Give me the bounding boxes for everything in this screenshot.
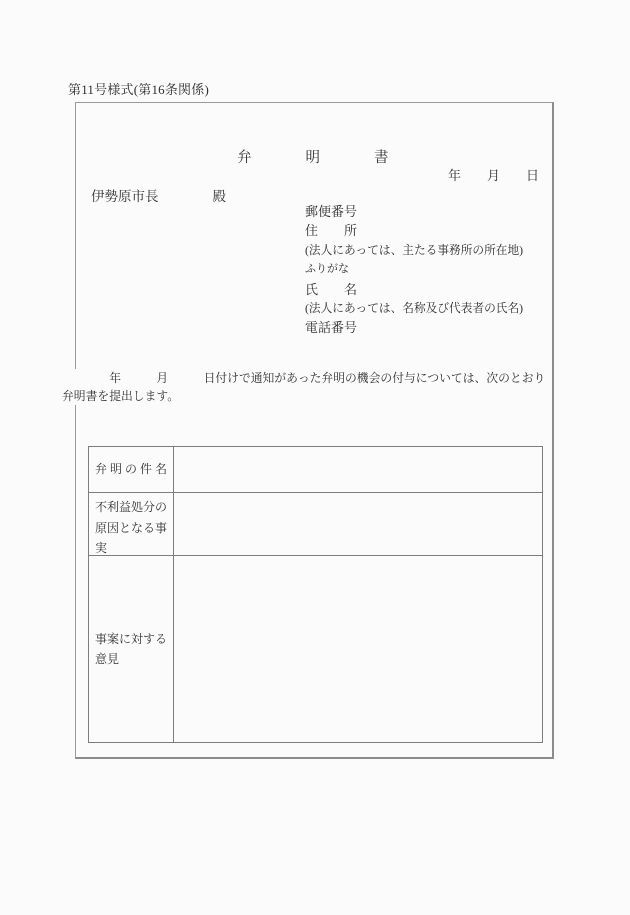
row-label-opinion-on-case: 事案に対する意見 (89, 556, 174, 742)
document-title: 弁明書 (237, 150, 443, 166)
statement-table (88, 446, 543, 743)
address-label: 住 所 (305, 223, 358, 239)
row-label-disposition-facts: 不利益処分の原因となる事実 (89, 493, 174, 556)
addressee-line: 伊勢原市長 殿 (91, 189, 226, 204)
name-label: 氏 名 (305, 281, 358, 297)
sender-info-block (305, 202, 565, 338)
row-value-opinion-on-case (174, 556, 542, 742)
row-value-statement-subject (174, 447, 542, 493)
phone-number-label: 電話番号 (305, 320, 358, 336)
form-number-label: 第11号様式(第16条関係) (68, 82, 209, 97)
name-corporate-note: (法人にあっては、名称及び代表者の氏名) (305, 302, 524, 316)
furigana-label: ふりがな (305, 263, 349, 276)
row-value-disposition-facts (174, 493, 542, 556)
statement-body-paragraph: 年 月 日付けで通知があった弁明の機会の付与については、次のとおり弁明書を提出します。 (62, 369, 552, 405)
row-label-statement-subject: 弁明の件名 (89, 447, 174, 493)
address-corporate-note: (法人にあっては、主たる事務所の所在地) (305, 243, 524, 257)
date-blank-line: 年 月 日 (448, 168, 540, 183)
postal-code-label: 郵便番号 (305, 204, 358, 219)
